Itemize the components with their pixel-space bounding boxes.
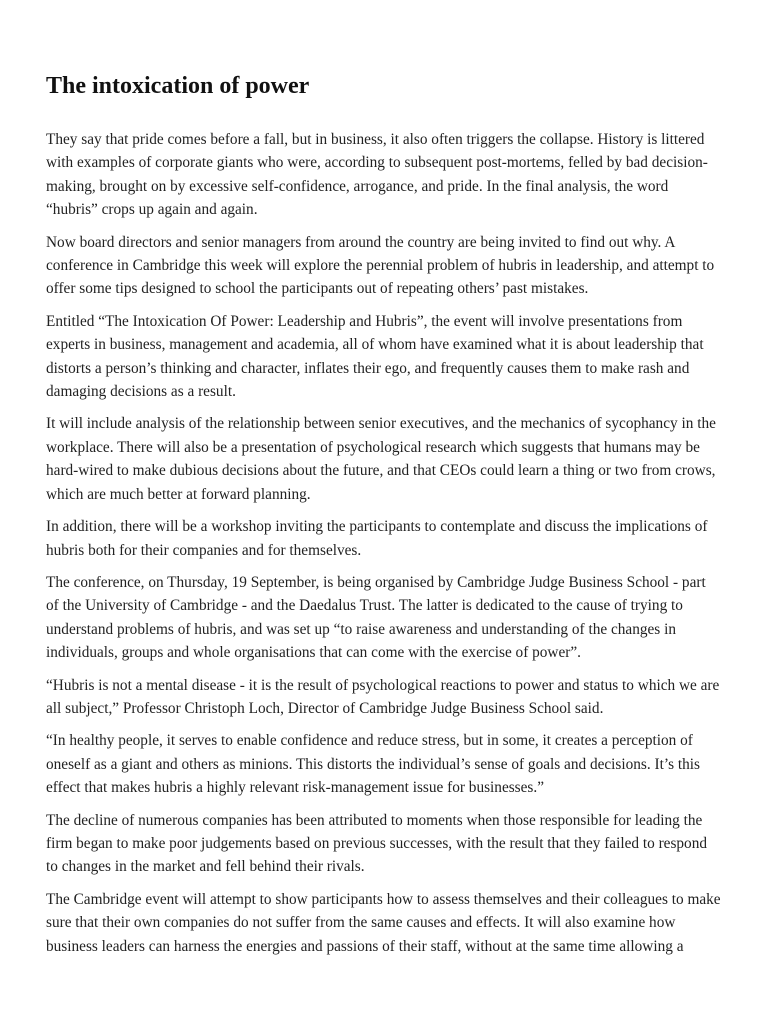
paragraph: It will include analysis of the relationship between senior executives, and the mechanics of sycophancy in the workplace. There will also be a presentation of psychological research which suggests that humans may be hard-wired to make dubious decisions about the future, and that CEOs could learn a thing or two from crows, which are much better at forward planning. <box>46 415 716 503</box>
paragraph: The Cambridge event will attempt to show participants how to assess themselves and their colleagues to make sure that their own companies do not suffer from the same causes and effects. It will also examine how business leaders can harness the energies and passions of their staff, without at the same time allowing a <box>46 890 721 955</box>
paragraph: The conference, on Thursday, 19 September, is being organised by Cambridge Judge Business School - part of the University of Cambridge - and the Daedalus Trust. The latter is dedicated to the cause of trying to understand problems of hubris, and was set up “to raise awareness and understanding of the changes in individuals, groups and whole organisations that can come with the exercise of power”. <box>46 573 706 662</box>
paragraph: The decline of numerous companies has been attributed to moments when those responsible for leading the firm began to make poor judgements based on previous successes, with the result that they failed to respond to changes in the market and fell behind their rivals. <box>46 811 708 876</box>
paragraph: In addition, there will be a workshop inviting the participants to contemplate and discuss the implications of hubris both for their companies and for themselves. <box>46 518 708 559</box>
paragraph: Entitled “The Intoxication Of Power: Leadership and Hubris”, the event will involve presentations from experts in business, management and academia, all of whom have examined what it is about leadership that distorts a person’s thinking and character, inflates their ego, and frequently causes them to make rash and damaging decisions as a result. <box>46 312 704 401</box>
paragraph: They say that pride comes before a fall, but in business, it also often triggers the collapse. History is littered with examples of corporate giants who were, according to subsequent post-mortems, felled by bad decision-making, brought on by excessive self-confidence, arrogance, and pride. In the final analysis, the word “hubris” crops up again and again. <box>46 131 708 219</box>
article-title: The intoxication of power <box>46 73 310 99</box>
article <box>46 0 722 967</box>
article-body <box>46 128 722 958</box>
paragraph: “Hubris is not a mental disease - it is the result of psychological reactions to power and status to which we are all subject,” Professor Christoph Loch, Director of Cambridge Judge Business School said. <box>46 676 720 717</box>
paragraph: “In healthy people, it serves to enable confidence and reduce stress, but in some, it creates a perception of oneself as a giant and others as minions. This distorts the individual’s sense of goals and decisions. It’s this effect that makes hubris a highly relevant risk-management issue for businesses.” <box>46 732 701 797</box>
paragraph: Now board directors and senior managers from around the country are being invited to find out why. A conference in Cambridge this week will explore the perennial problem of hubris in leadership, and attempt to offer some tips designed to school the participants out of repeating others’ past mistakes. <box>46 233 715 298</box>
